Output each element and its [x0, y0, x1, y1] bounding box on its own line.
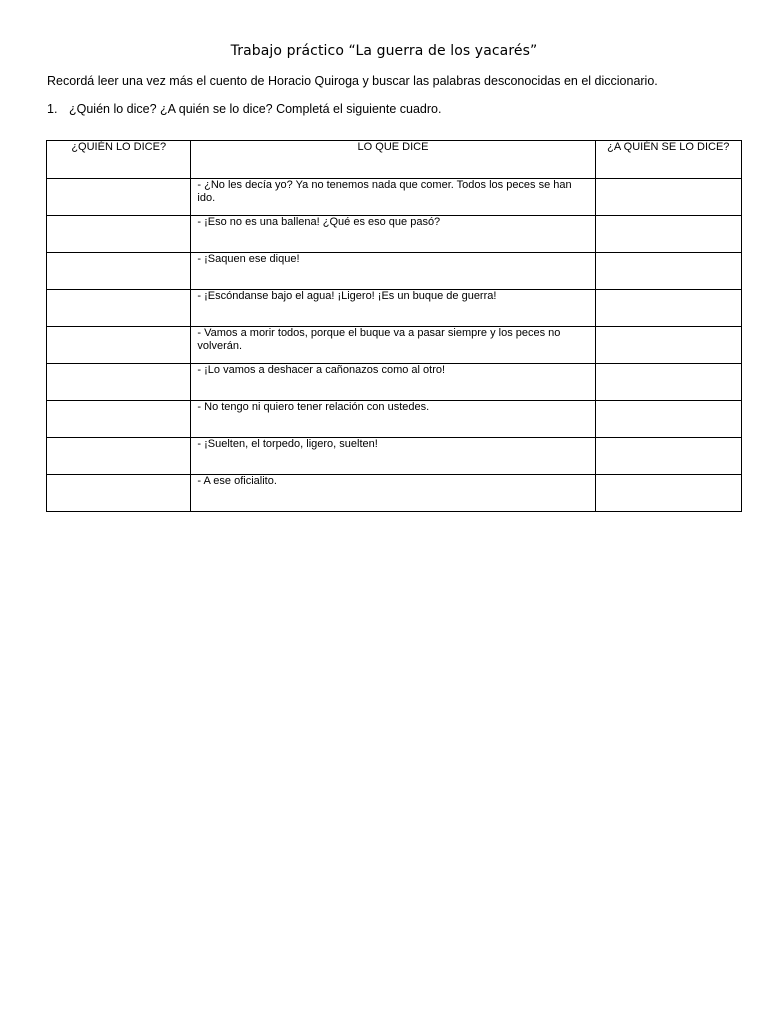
- table-row: [47, 290, 742, 327]
- question-1: [47, 101, 441, 117]
- who-cell[interactable]: [47, 364, 191, 401]
- intro-instruction: Recordá leer una vez más el cuento de Horacio Quiroga y buscar las palabras desconocidas en el diccionario.: [47, 74, 658, 88]
- to-whom-cell[interactable]: [595, 364, 741, 401]
- quote-cell: - ¿No les decía yo? Ya no tenemos nada que comer. Todos los peces se han ido.: [191, 179, 595, 216]
- who-cell[interactable]: [47, 438, 191, 475]
- quotes-table: [46, 140, 742, 512]
- quote-cell: - Vamos a morir todos, porque el buque va a pasar siempre y los peces no volverán.: [191, 327, 595, 364]
- who-cell[interactable]: [47, 401, 191, 438]
- header-who: ¿QUIÉN LO DICE?: [47, 141, 191, 179]
- question-number: 1.: [47, 102, 58, 116]
- quote-cell: - A ese oficialito.: [191, 475, 595, 512]
- to-whom-cell[interactable]: [595, 216, 741, 253]
- table-row: [47, 401, 742, 438]
- header-to-whom: ¿A QUIÉN SE LO DICE?: [595, 141, 741, 179]
- quote-cell: - ¡Saquen ese dique!: [191, 253, 595, 290]
- table-row: [47, 364, 742, 401]
- question-text: ¿Quién lo dice? ¿A quién se lo dice? Completá el siguiente cuadro.: [69, 102, 442, 116]
- quote-cell: - ¡Suelten, el torpedo, ligero, suelten!: [191, 438, 595, 475]
- who-cell[interactable]: [47, 290, 191, 327]
- quote-cell: - ¡Lo vamos a deshacer a cañonazos como al otro!: [191, 364, 595, 401]
- table-row: [47, 253, 742, 290]
- to-whom-cell[interactable]: [595, 475, 741, 512]
- who-cell[interactable]: [47, 179, 191, 216]
- table-row: [47, 475, 742, 512]
- table-row: [47, 216, 742, 253]
- who-cell[interactable]: [47, 327, 191, 364]
- to-whom-cell[interactable]: [595, 253, 741, 290]
- page-title: Trabajo práctico “La guerra de los yacarés”: [230, 43, 538, 59]
- table-row: [47, 438, 742, 475]
- to-whom-cell[interactable]: [595, 290, 741, 327]
- quote-cell: - ¡Eso no es una ballena! ¿Qué es eso que pasó?: [191, 216, 595, 253]
- table-row: [47, 327, 742, 364]
- table-row: [47, 179, 742, 216]
- to-whom-cell[interactable]: [595, 438, 741, 475]
- quote-cell: - ¡Escóndanse bajo el agua! ¡Ligero! ¡Es un buque de guerra!: [191, 290, 595, 327]
- quote-cell: - No tengo ni quiero tener relación con ustedes.: [191, 401, 595, 438]
- to-whom-cell[interactable]: [595, 179, 741, 216]
- who-cell[interactable]: [47, 475, 191, 512]
- to-whom-cell[interactable]: [595, 327, 741, 364]
- who-cell[interactable]: [47, 253, 191, 290]
- table-header-row: [47, 141, 742, 179]
- to-whom-cell[interactable]: [595, 401, 741, 438]
- who-cell[interactable]: [47, 216, 191, 253]
- header-what: LO QUE DICE: [191, 141, 595, 179]
